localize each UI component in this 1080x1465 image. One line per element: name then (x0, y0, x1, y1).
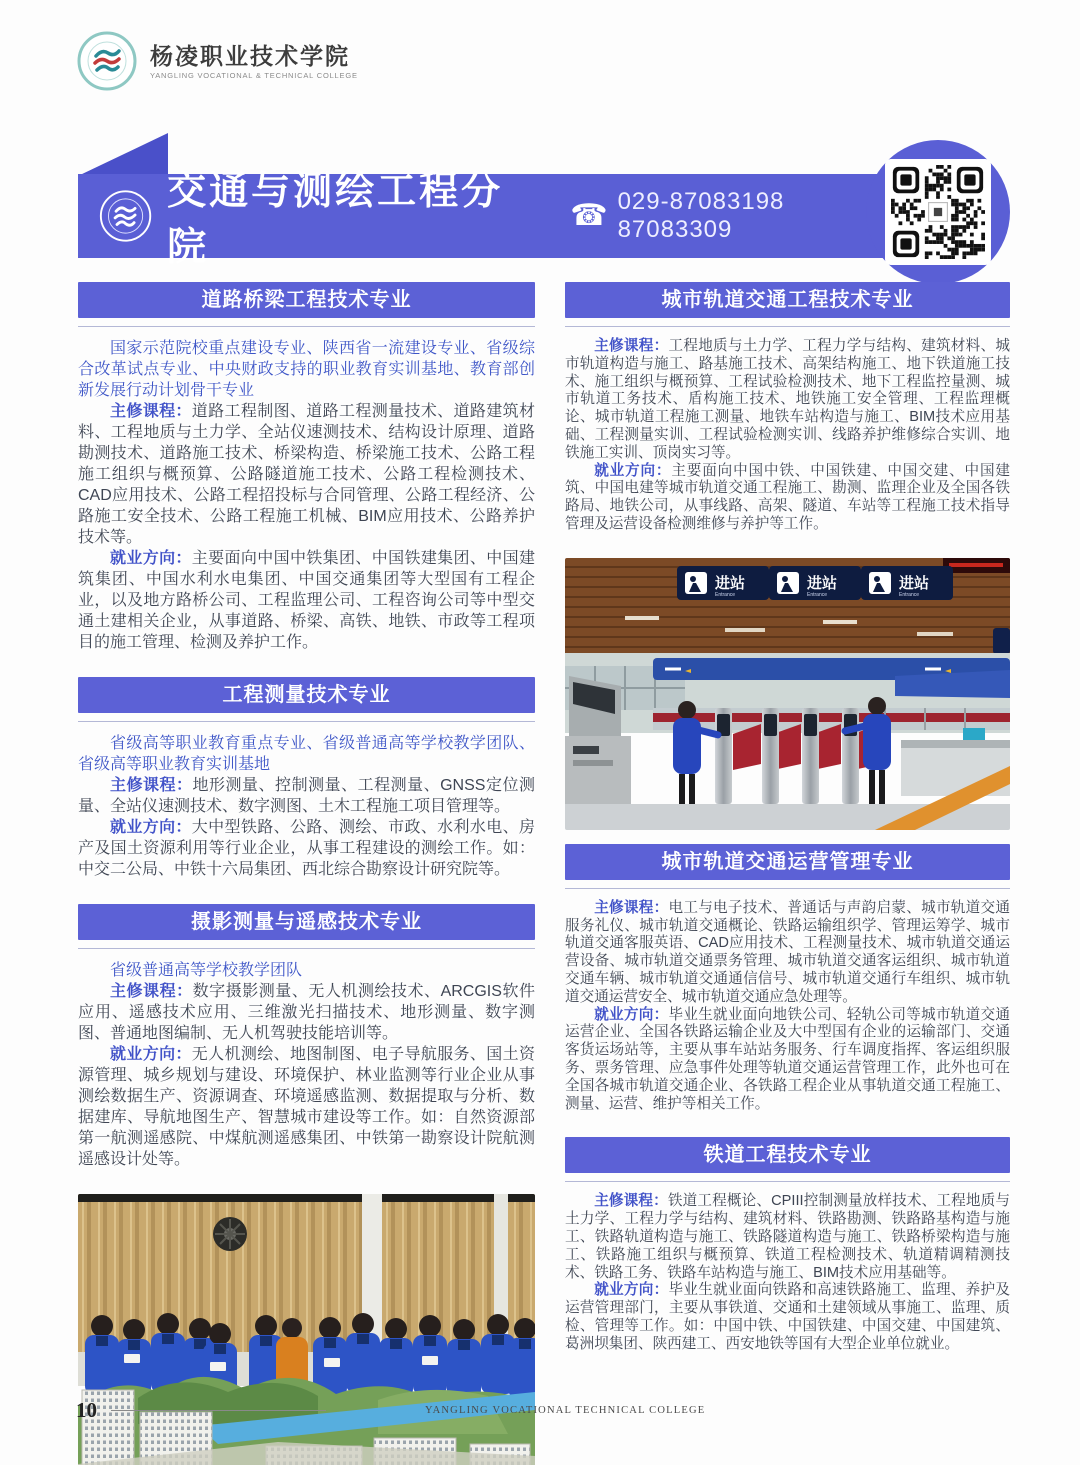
jobs-label: 就业方向： (110, 819, 192, 836)
section-urban-rail-operation (565, 844, 1010, 1114)
highlight-text: 省级高等职业教育重点专业、省级普通高等学校教学团队、省级高等职业教育实训基地 (78, 735, 535, 773)
phone-numbers: 029-87083198 87083309 (617, 188, 785, 243)
title-underline (78, 721, 535, 722)
jobs-text: 毕业生就业面向地铁公司、轻轨公司等城市轨道交通运营企业、全国各铁路运输企业及大中型国有企业的运输部门、交通客货运场站等，主要从事车站站务服务、行车调度指挥、客运组织服务、票务管理、应急事件处理等轨道交通运营管理工作，此外也可在全国各城市轨道交通企业、各铁路工程企业从事轨道交通工程施工、测量、运营、维护等相关工作。 (565, 1006, 1010, 1112)
jobs-label: 就业方向： (594, 1282, 669, 1299)
svg-text:Entrance: Entrance (715, 591, 736, 598)
courses-text: 铁道工程概论、CPIII控制测量放样技术、工程地质与土力学、工程力学与结构、建筑材料、铁路勘测、铁路路基构造与施工、铁路轨道构造与施工、铁路隧道构造与施工、铁路桥梁构造与施工、铁路施工组织与概预算、铁道工程检测技术、轨道精调精测技术、铁路工务、铁路车站构造与施工、BIM技术应用基础等。 (565, 1193, 1010, 1281)
section-engineering-survey (78, 677, 535, 880)
courses-text: 地形测量、控制测量、工程测量、GNSS定位测量、全站仪速测技术、数字测图、土木工程施工项目管理等。 (78, 777, 535, 815)
section-title-bar (565, 1137, 1010, 1173)
section-title-bar (565, 282, 1010, 318)
section-road-bridge-engineering (78, 282, 535, 653)
courses-label: 主修课程： (110, 777, 193, 794)
jobs-text: 主要面向中国中铁集团、中国铁建集团、中国建筑集团、中国水利水电集团、中国交通集团等大型国有工程企业，以及地方路桥公司、工程监理公司、工程咨询公司等中型交通土建相关企业，从事道路、桥梁、高铁、地铁、市政等工程项目的施工管理、检测及养护工作。 (78, 550, 535, 651)
college-name-en: YANGLING VOCATIONAL & TECHNICAL COLLEGE (150, 70, 358, 80)
qr-circle (866, 140, 1010, 284)
jobs-label: 就业方向： (110, 1046, 192, 1063)
courses-label: 主修课程： (594, 899, 669, 916)
college-logo-icon (76, 30, 138, 92)
section-title: 铁道工程技术专业 (703, 1144, 872, 1167)
jobs-label: 就业方向： (110, 550, 192, 567)
title-underline (565, 1181, 1010, 1182)
students-model-photo-image (78, 1194, 535, 1465)
svg-text:进站: 进站 (807, 574, 838, 592)
students-model-photo (78, 1194, 535, 1465)
jobs-text: 大中型铁路、公路、测绘、市政、水利水电、房产及国土资源利用等行业企业，从事工程建设的测绘工作。如：中交二公局、中铁十六局集团、西北综合勘察设计研究院等。 (78, 819, 535, 878)
svg-text:进站: 进站 (715, 574, 746, 592)
qr-code (885, 159, 991, 265)
courses-paragraph (565, 1193, 1010, 1282)
jobs-paragraph (565, 1007, 1010, 1114)
jobs-text: 无人机测绘、地图制图、电子导航服务、国土资源管理、城乡规划与建设、环境保护、林业监测等行业企业从事测绘数据生产、资源调查、环境遥感监测、数据提取与分析、数据建库、导航地图生产、智慧城市建设等工作。如：自然资源部第一航测遥感院、中煤航测遥感集团、中铁第一勘察设计院航测遥感设计处等。 (78, 1046, 535, 1168)
phone-icon: ☎ (570, 199, 608, 232)
metro-station-photo (565, 558, 1010, 830)
section-title-bar (565, 844, 1010, 880)
section-title: 摄影测量与遥感技术专业 (191, 911, 422, 933)
right-column (565, 282, 1010, 1465)
footer-college-name: YANGLING VOCATIONAL TECHNICAL COLLEGE (425, 1405, 706, 1416)
masthead (76, 30, 358, 92)
section-title-bar (78, 904, 535, 940)
jobs-label: 就业方向： (594, 462, 672, 479)
svg-text:Entrance: Entrance (807, 591, 828, 598)
jobs-paragraph (78, 817, 535, 880)
content-columns (78, 282, 1010, 1465)
left-column (78, 282, 535, 1465)
banner-emblem-icon (98, 187, 153, 245)
jobs-paragraph (78, 1044, 535, 1170)
section-title: 城市轨道交通运营管理专业 (661, 850, 914, 873)
courses-paragraph (78, 981, 535, 1044)
courses-text: 工程地质与土力学、工程力学与结构、建筑材料、城市轨道构造与施工、路基施工技术、高架结构施工、地下铁道施工技术、施工组织与概预算、工程试验检测技术、地下工程监控量测、城市轨道工务技术、盾构施工技术、地铁施工安全管理、工程监理概论、城市轨道工程施工测量、地铁车站构造与施工、BIM技术应用基础、工程测量实训、工程试验检测实训、线路养护维修综合实训、地铁施工实训、顶岗实习等。 (565, 338, 1010, 461)
svg-text:Entrance: Entrance (899, 591, 920, 598)
courses-text: 道路工程制图、道路工程测量技术、道路建筑材料、工程地质与土力学、全站仪速测技术、结构设计原理、道路勘测技术、道路施工技术、桥梁构造、桥梁施工技术、公路工程施工组织与概预算、公路隧道施工技术、公路工程检测技术、CAD应用技术、公路工程招投标与合同管理、公路工程经济、公路施工安全技术、公路工程施工机械、BIM应用技术、公路养护技术等。 (78, 403, 535, 546)
svg-text:进站: 进站 (899, 574, 930, 592)
jobs-paragraph (565, 1282, 1010, 1353)
jobs-label: 就业方向： (594, 1006, 669, 1023)
section-title: 城市轨道交通工程技术专业 (661, 289, 914, 311)
courses-paragraph (565, 900, 1010, 1007)
page-number: 10 (76, 1398, 97, 1422)
red-glass-stripe (653, 713, 1010, 722)
courses-text: 电工与电子技术、普通话与声韵启蒙、城市轨道交通服务礼仪、城市轨道交通概论、铁路运输组织学、管理运筹学、城市轨道交通客服英语、CAD应用技术、工程测量技术、城市轨道交通运营设备、城市轨道交通票务管理、城市轨道交通客运组织、城市轨道交通车辆、城市轨道交通通信信号、城市轨道交通行车组织、城市轨道交通运营安全、城市轨道交通应急处理等。 (565, 899, 1010, 1005)
division-banner (78, 170, 890, 269)
jobs-text: 毕业生就业面向铁路和高速铁路施工、监理、养护及运营管理部门，主要从事铁道、交通和土建领域从事施工、监理、质检、管理等工作。如：中国中铁、中国铁建、中国交建、中国建筑、葛洲坝集团、陕西建工、西安地铁等国有大型企业单位就业。 (565, 1282, 1010, 1352)
section-title: 道路桥梁工程技术专业 (201, 289, 412, 311)
courses-label: 主修课程： (594, 338, 669, 354)
exhaust-fan-icon (213, 1217, 247, 1251)
highlight-text: 省级普通高等学校教学团队 (110, 962, 303, 979)
title-underline (78, 948, 535, 949)
title-underline (565, 888, 1010, 889)
section-railway-engineering (565, 1137, 1010, 1353)
courses-paragraph (78, 775, 535, 817)
masthead-text (150, 43, 358, 80)
courses-paragraph (565, 338, 1010, 463)
courses-label: 主修课程： (594, 1193, 668, 1210)
section-title: 工程测量技术专业 (222, 684, 391, 706)
qr-code-icon (891, 165, 985, 259)
metro-station-photo-image (565, 558, 1010, 830)
phone-block (570, 188, 890, 244)
title-underline (565, 326, 1010, 327)
jobs-text: 主要面向中国中铁、中国铁建、中国交建、中国建筑、中国电建等城市轨道交通工程施工、勘测、监理企业及全国各铁路局、地铁公司，从事线路、高架、隧道、车站等工程施工技术指导管理及运营设备检测维修与养护等工作。 (565, 462, 1010, 532)
section-photogrammetry-remote-sensing (78, 904, 535, 1170)
jobs-paragraph (78, 548, 535, 653)
footer-rule (111, 1410, 326, 1411)
section-title-bar (78, 282, 535, 318)
division-title: 交通与测绘工程分院 (167, 170, 504, 269)
entrance-sign (861, 566, 953, 600)
banner-fold-ribbon (80, 133, 168, 175)
college-name: 杨凌职业技术学院 (150, 42, 350, 69)
courses-text: 数字摄影测量、无人机测绘技术、ARCGIS软件应用、遥感技术应用、三维激光扫描技术、地形测量、数字测图、普通地图编制、无人机驾驶技能培训等。 (78, 983, 535, 1042)
entrance-sign (769, 566, 861, 600)
title-underline (78, 326, 535, 327)
page-footer (76, 1398, 705, 1423)
jobs-paragraph (565, 463, 1010, 534)
section-urban-rail-engineering (565, 282, 1010, 534)
courses-paragraph (78, 401, 535, 548)
courses-label: 主修课程： (110, 403, 192, 420)
entrance-sign (677, 566, 769, 600)
section-title-bar (78, 677, 535, 713)
highlight-text: 国家示范院校重点建设专业、陕西省一流建设专业、省级综合改革试点专业、中央财政支持的职业教育实训基地、教育部创新发展行动计划骨干专业 (78, 340, 535, 399)
courses-label: 主修课程： (110, 983, 193, 1000)
